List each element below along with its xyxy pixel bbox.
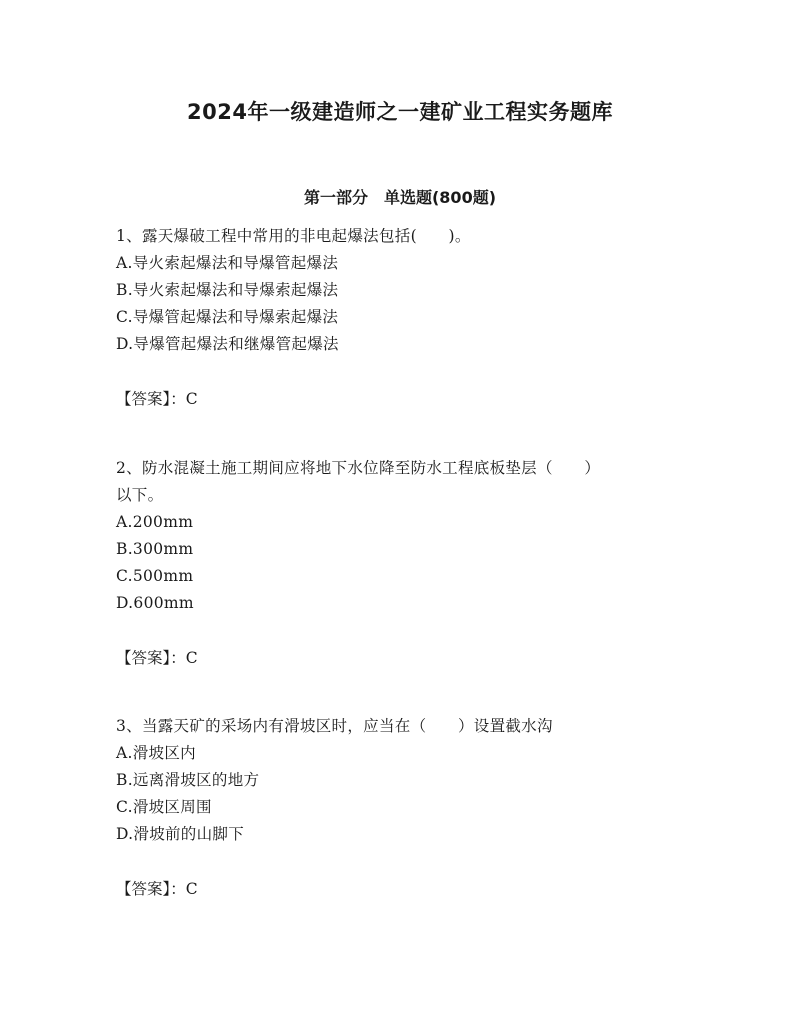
option-b: B.导火索起爆法和导爆索起爆法	[116, 281, 339, 299]
question-stem: 1、露天爆破工程中常用的非电起爆法包括( )。	[116, 227, 471, 245]
document-title: 2024年一级建造师之一建矿业工程实务题库	[187, 100, 613, 124]
answer: 【答案】：C	[116, 390, 198, 408]
option-d: D.600mm	[116, 594, 194, 612]
answer: 【答案】：C	[116, 649, 198, 667]
option-c: C.滑坡区周围	[116, 798, 212, 816]
option-d: D.导爆管起爆法和继爆管起爆法	[116, 335, 339, 353]
answer: 【答案】：C	[116, 880, 198, 898]
question-stem: 2、防水混凝土施工期间应将地下水位降至防水工程底板垫层（ ）	[116, 459, 601, 477]
question-stem-continued: 以下。	[116, 486, 164, 504]
option-b: B.远离滑坡区的地方	[116, 771, 260, 789]
option-c: C.导爆管起爆法和导爆索起爆法	[116, 308, 339, 326]
section-title: 第一部分 单选题(800题)	[303, 188, 497, 207]
option-c: C.500mm	[116, 567, 194, 585]
option-d: D.滑坡前的山脚下	[116, 825, 245, 843]
question-stem: 3、当露天矿的采场内有滑坡区时，应当在（ ）设置截水沟	[116, 717, 553, 735]
option-b: B.300mm	[116, 540, 194, 558]
option-a: A.滑坡区内	[116, 744, 196, 762]
option-a: A.200mm	[116, 513, 194, 531]
option-a: A.导火索起爆法和导爆管起爆法	[116, 254, 339, 272]
